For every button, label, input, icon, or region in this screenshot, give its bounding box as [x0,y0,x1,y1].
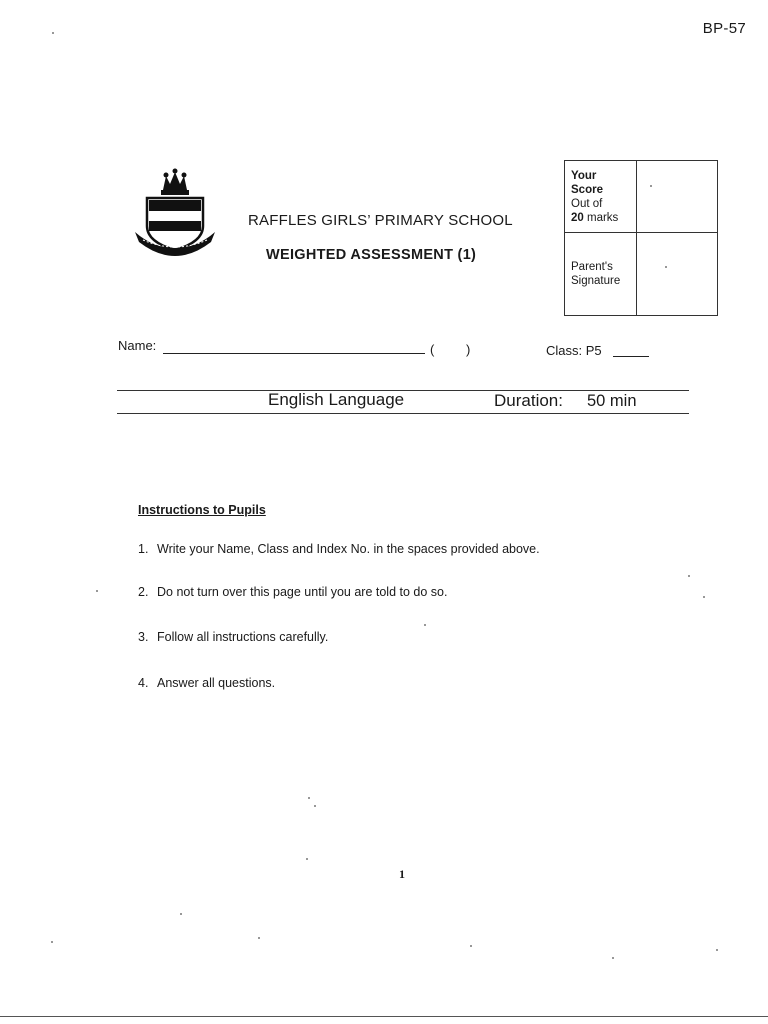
parent-signature-label: Parent's Signature [571,261,621,287]
instruction-item: 1. Write your Name, Class and Index No. in the spaces provided above. [138,542,540,556]
page-number: 1 [399,867,405,881]
duration-label: Duration: [494,391,563,410]
score-label: Your Score Out of 20 marks [571,170,619,224]
name-field-line [163,353,425,354]
name-label: Name: [118,338,157,353]
duration-value: 50 min [587,392,637,410]
instruction-item: 4. Answer all questions. [138,676,276,690]
class-label: Class: P5 [546,343,602,358]
assessment-title: WEIGHTED ASSESSMENT (1) [266,247,477,263]
instruction-item: 2. Do not turn over this page until you are told to do so. [138,585,448,599]
instructions-heading: Instructions to Pupils [138,503,266,517]
index-number-parens: ( ) [430,342,485,357]
document-code: BP-57 [702,20,746,37]
school-name: RAFFLES GIRLS’ PRIMARY SCHOOL [248,212,513,229]
class-field-line [613,356,649,357]
instruction-item: 3. Follow all instructions carefully. [138,630,329,644]
score-box [564,160,718,316]
subject-rule-bottom [117,413,689,414]
page-bottom-edge [0,1016,768,1017]
subject-name: English Language [268,390,405,409]
school-crest-logo [133,168,217,258]
